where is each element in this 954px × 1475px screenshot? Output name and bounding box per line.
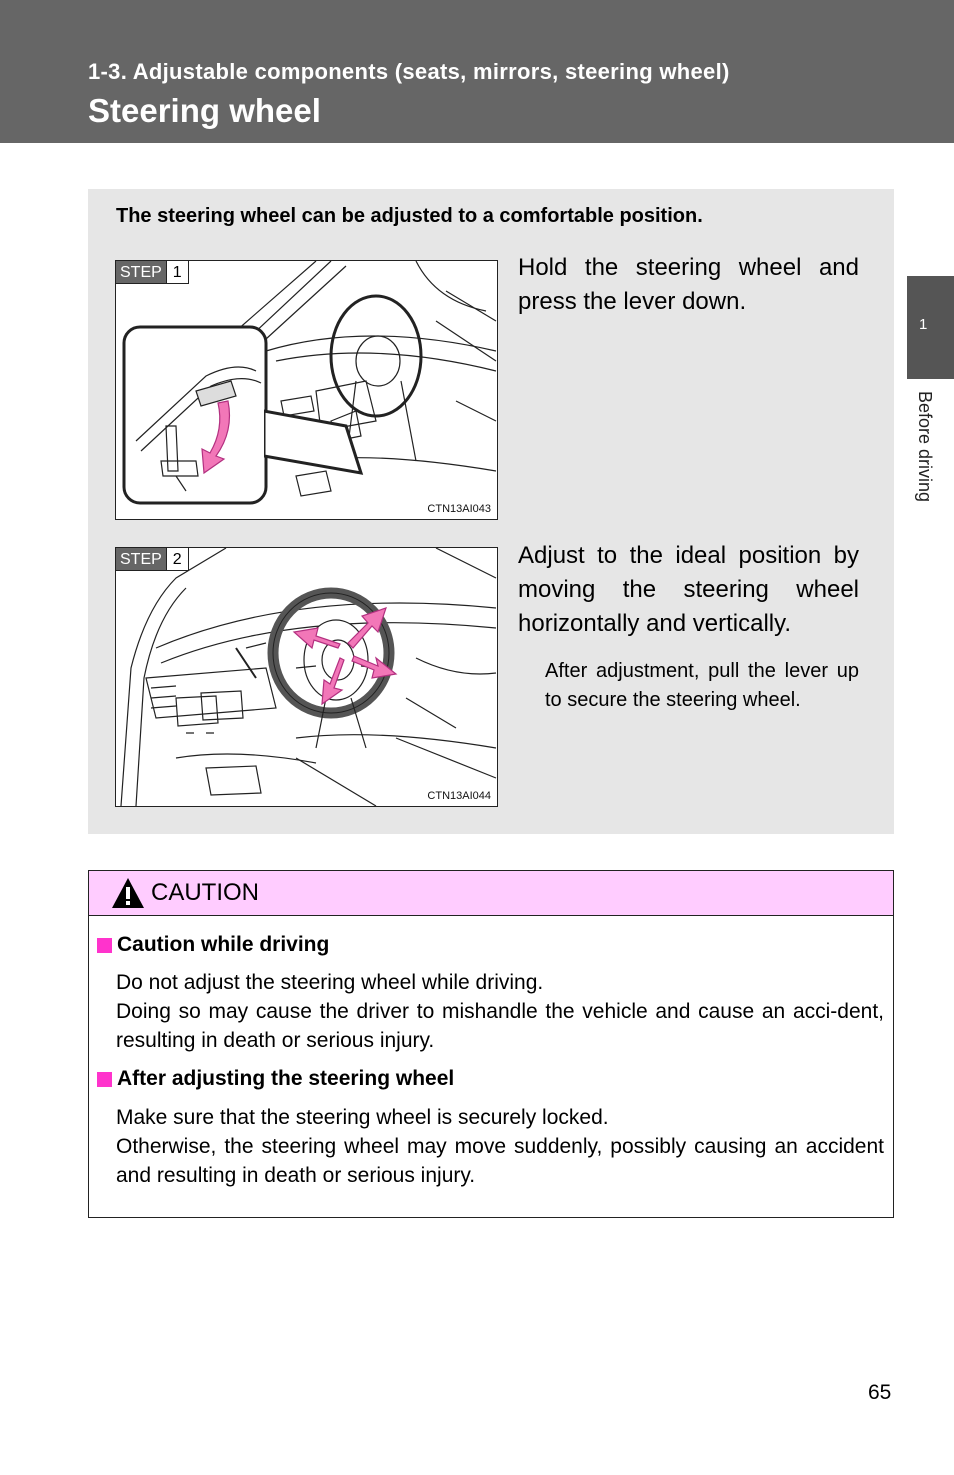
chapter-tab[interactable]	[907, 276, 954, 379]
figure2-code: CTN13AI044	[427, 790, 491, 802]
step2-illustration	[115, 547, 498, 807]
chapter-number: 1	[919, 316, 928, 333]
step2-badge: STEP 2	[116, 548, 189, 571]
caution-body-adjusting: Make sure that the steering wheel is securely locked. Otherwise, the steering wheel may move suddenly, possibly causing an accident and resulting in death or serious injury.	[116, 1106, 884, 1187]
page-number: 65	[868, 1381, 892, 1404]
bullet-square-icon	[97, 938, 112, 953]
steering-adjust-illustration	[116, 548, 497, 806]
caution-body-driving: Do not adjust the steering wheel while driving. Doing so may cause the driver to mishandle the vehicle and cause an acci-dent, resulting in death or serious injury.	[116, 971, 884, 1052]
caution-heading-driving: Caution while driving	[97, 933, 329, 957]
page-header	[0, 0, 954, 143]
figure1-code: CTN13AI043	[427, 503, 491, 515]
caution-box	[88, 870, 894, 1218]
step1-badge: STEP 1	[116, 261, 189, 284]
step2-text: Adjust to the ideal position by moving the steering wheel horizontally and vertically.	[518, 542, 859, 637]
step2-note: After adjustment, pull the lever up to secure the steering wheel.	[545, 660, 859, 711]
page-title: Steering wheel	[88, 92, 321, 129]
warning-triangle-icon	[110, 876, 146, 910]
chapter-label: Before driving	[915, 391, 935, 503]
steering-lever-illustration	[116, 261, 497, 519]
caution-header	[89, 871, 893, 916]
caution-label: CAUTION	[151, 879, 259, 906]
step1-illustration	[115, 260, 498, 520]
caution-heading-adjusting: After adjusting the steering wheel	[97, 1067, 454, 1091]
bullet-square-icon	[97, 1072, 112, 1087]
step1-text: Hold the steering wheel and press the lever down.	[518, 254, 859, 315]
intro-text: The steering wheel can be adjusted to a comfortable position.	[116, 205, 703, 227]
section-title: 1-3. Adjustable components (seats, mirrors, steering wheel)	[88, 59, 730, 84]
